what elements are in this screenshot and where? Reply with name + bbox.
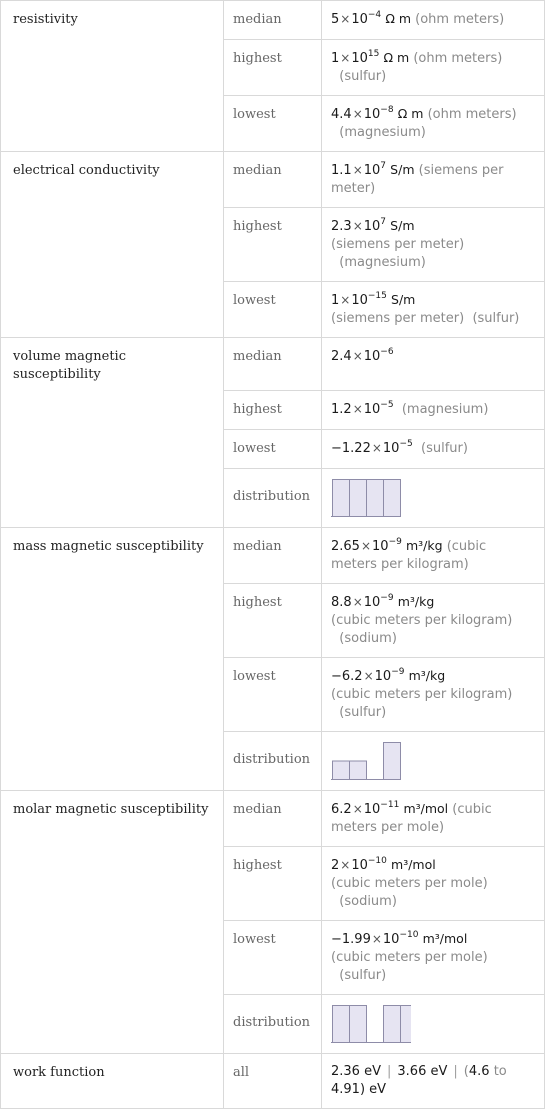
sub-label: lowest	[224, 921, 322, 995]
value-cell: $1\times 10^{15}$ Ω m (ohm meters) (sulfur)	[322, 40, 545, 96]
value-cell: $5\times 10^{-4}$ Ω m (ohm meters)	[322, 1, 545, 40]
row-label-work-function: work function	[1, 1054, 224, 1109]
sub-label: lowest	[224, 282, 322, 338]
sub-label: median	[224, 338, 322, 391]
sub-label: median	[224, 528, 322, 584]
sub-label: median	[224, 1, 322, 40]
sub-label: highest	[224, 391, 322, 430]
sub-label: median	[224, 152, 322, 208]
histogram-bar	[350, 480, 367, 517]
sub-label: lowest	[224, 96, 322, 152]
histogram-mass	[331, 741, 411, 781]
value-cell: $4.4\times 10^{-8}$ Ω m (ohm meters) (magnesium)	[322, 96, 545, 152]
histogram-bar	[333, 761, 350, 780]
value-cell: $2\times 10^{-10}$ m³/mol (cubic meters per mole) (sodium)	[322, 847, 545, 921]
histogram-bar	[350, 1006, 367, 1043]
histogram-bar	[350, 761, 367, 780]
value-cell: $1.2\times 10^{-5}$ (magnesium)	[322, 391, 545, 430]
histogram-bar	[384, 480, 401, 517]
value-cell: $6.2\times 10^{-11}$ m³/mol (cubic meters per mole)	[322, 791, 545, 847]
distribution-cell	[322, 732, 545, 791]
row-label-volume-susceptibility: volume magnetic susceptibility	[1, 338, 224, 528]
value-cell: $-1.22\times 10^{-5}$ (sulfur)	[322, 430, 545, 469]
value-cell: $-1.99\times 10^{-10}$ m³/mol (cubic meters per mole) (sulfur)	[322, 921, 545, 995]
sub-label: highest	[224, 584, 322, 658]
histogram-molar	[331, 1004, 411, 1044]
value-cell: $2.4\times 10^{-6}$	[322, 338, 545, 391]
value-cell: $1.1\times 10^7$ S/m (siemens per meter)	[322, 152, 545, 208]
value-cell: 2.36 eV | 3.66 eV | (4.6 to 4.91) eV	[322, 1054, 545, 1109]
value-cell: $8.8\times 10^{-9}$ m³/kg (cubic meters per kilogram) (sodium)	[322, 584, 545, 658]
histogram-bar	[333, 480, 350, 517]
row-label-mass-susceptibility: mass magnetic susceptibility	[1, 528, 224, 791]
histogram-bar	[333, 1006, 350, 1043]
histogram-bar	[384, 1006, 401, 1043]
sub-label: distribution	[224, 732, 322, 791]
sub-label: highest	[224, 40, 322, 96]
histogram-bar	[367, 480, 384, 517]
histogram-volume	[331, 478, 411, 518]
sub-label: highest	[224, 208, 322, 282]
sub-label: median	[224, 791, 322, 847]
sub-label: all	[224, 1054, 322, 1109]
sub-label: highest	[224, 847, 322, 921]
value-cell: $-6.2\times 10^{-9}$ m³/kg (cubic meters per kilogram) (sulfur)	[322, 658, 545, 732]
row-label-molar-susceptibility: molar magnetic susceptibility	[1, 791, 224, 1054]
sub-label: lowest	[224, 430, 322, 469]
value-cell: $1\times 10^{-15}$ S/m (siemens per meter) (sulfur)	[322, 282, 545, 338]
histogram-bar	[384, 743, 401, 780]
value-cell: $2.65\times 10^{-9}$ m³/kg (cubic meters per kilogram)	[322, 528, 545, 584]
row-label-resistivity: resistivity	[1, 1, 224, 152]
value-cell: $2.3\times 10^7$ S/m (siemens per meter) (magnesium)	[322, 208, 545, 282]
sub-label: lowest	[224, 658, 322, 732]
sub-label: distribution	[224, 469, 322, 528]
sub-label: distribution	[224, 995, 322, 1054]
histogram-bar	[401, 1006, 412, 1043]
row-label-conductivity: electrical conductivity	[1, 152, 224, 338]
distribution-cell	[322, 469, 545, 528]
